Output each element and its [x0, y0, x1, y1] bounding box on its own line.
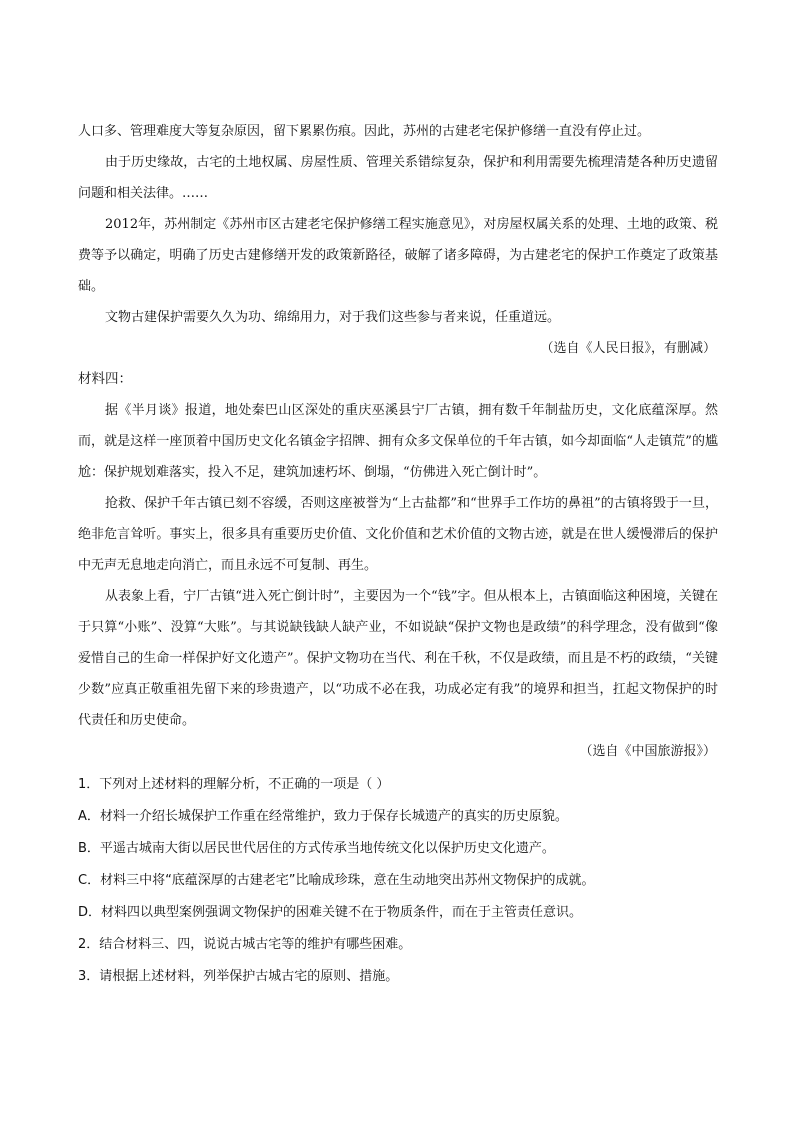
- source-citation: （选自《人民日报》，有删减）: [540, 341, 716, 356]
- question-2: 2．结合材料三、四，说说古城古宅等的维护有哪些困难。: [78, 937, 412, 952]
- paragraph: 2012年，苏州制定《苏州市区古建老宅保护修缮工程实施意见》，对房屋权属关系的处理、土地的政策、税费等予以确定，明确了历史古建修缮开发的政策新路径，破解了诸多障碍，为古建老宅的保护工作奠定了政策基础。: [78, 217, 718, 294]
- paragraph: 文物古建保护需要久久为功、绵绵用力，对于我们这些参与者来说，任重道远。: [105, 310, 561, 325]
- source-citation: （选自《中国旅游报》）: [579, 744, 716, 759]
- option-c: C．材料三中将“底蕴深厚的古建老宅”比喻成珍珠，意在生动地突出苏州文物保护的成就。: [78, 873, 595, 888]
- paragraph: 由于历史缘故，古宅的土地权属、房屋性质、管理关系错综复杂，保护和利用需要先梳理清楚各种历史遗留问题和相关法律。……: [78, 155, 718, 201]
- questions: [78, 769, 718, 993]
- document-page: [78, 116, 718, 993]
- paragraph: 抢救、保护千年古镇已刻不容缓，否则这座被誉为“上古盐都”和“世界手工作坊的鼻祖”的古镇将毁于一旦，绝非危言耸听。事实上，很多具有重要历史价值、文化价值和艺术价值的文物古迹，就是在世人缓慢滞后的保护中无声无息地走向消亡，而且永远不可复制、再生。: [78, 496, 718, 573]
- option-a: A．材料一介绍长城保护工作重在经常维护，致力于保存长城遗产的真实的历史原貌。: [78, 809, 568, 824]
- section-heading: 材料四：: [78, 371, 132, 387]
- option-b: B．平遥古城南大街以居民世代居住的方式传承当地传统文化以保护历史文化遗产。: [78, 841, 555, 856]
- material-three: [78, 116, 718, 364]
- question-3: 3．请根据上述材料，列举保护古城古宅的原则、措施。: [78, 969, 399, 984]
- material-four: [78, 364, 718, 767]
- paragraph: 据《半月谈》报道，地处秦巴山区深处的重庆巫溪县宁厂古镇，拥有数千年制盐历史，文化底蕴深厚。然而，就是这样一座顶着中国历史文化名镇金字招牌、拥有众多文保单位的千年古镇，如今却面临“人走镇荒”的尴尬：保护规划难落实，投入不足，建筑加速朽坏、倒塌，“仿佛进入死亡倒计时”。: [78, 403, 718, 480]
- option-d: D．材料四以典型案例强调文物保护的困难关键不在于物质条件，而在于主管责任意识。: [78, 905, 583, 920]
- paragraph: 从表象上看，宁厂古镇“进入死亡倒计时”，主要因为一个“钱”字。但从根本上，古镇面临这种困境，关键在于只算“小账”、没算“大账”。与其说缺钱缺人缺产业，不如说缺“保护文物也是政绩”的科学理念，没有做到“像爱惜自己的生命一样保护好文化遗产”。保护文物功在当代、利在千秋，不仅是政绩，而且是不朽的政绩，“关键少数”应真正敬重祖先留下来的珍贵遗产，以“功成不必在我，功成必定有我”的境界和担当，扛起文物保护的时代责任和历史使命。: [78, 589, 718, 728]
- question-1: 1．下列对上述材料的理解分析，不正确的一项是（ ）: [78, 777, 390, 792]
- paragraph: 人口多、管理难度大等复杂原因，留下累累伤痕。因此，苏州的古建老宅保护修缮一直没有停止过。: [78, 124, 651, 139]
